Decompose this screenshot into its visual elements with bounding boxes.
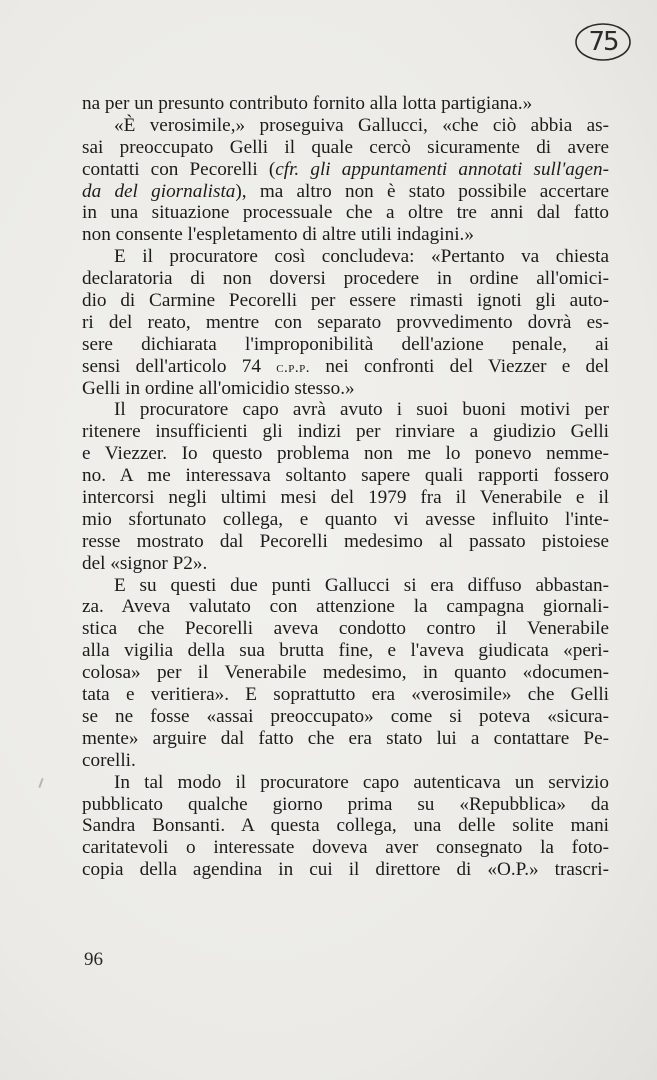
italic-run: da del giornalista bbox=[82, 180, 236, 202]
text-line: alla vigilia della sua brutta fine, e l'aveva giudicata «peri- bbox=[82, 640, 609, 662]
archive-stamp bbox=[572, 20, 634, 64]
text-line: dio di Carmine Pecorelli per essere rimasti ignoti gli auto- bbox=[82, 290, 609, 312]
text-line: e Viezzer. Io questo problema non me lo ponevo nemme- bbox=[82, 443, 609, 465]
text-line: tata e veritiera». E soprattutto era «verosimile» che Gelli bbox=[82, 684, 609, 706]
text-line: declaratoria di non doversi procedere in ordine all'omici- bbox=[82, 268, 609, 290]
text-line: resse mostrato dal Pecorelli medesimo al passato pistoiese bbox=[82, 530, 609, 552]
page-number: 96 bbox=[84, 949, 103, 970]
text-line: colosa» per il Venerabile medesimo, in quanto «documen- bbox=[82, 662, 609, 684]
text-line: se ne fosse «assai preoccupato» come si poteva «sicura- bbox=[82, 705, 609, 727]
text-line: mio sfortunato collega, e quanto vi avesse influito l'inte- bbox=[82, 508, 609, 530]
body-text bbox=[82, 93, 609, 881]
text-line: Gelli in ordine all'omicidio stesso.» bbox=[82, 377, 355, 399]
text-line: sai preoccupato Gelli il quale cercò sicuramente di avere bbox=[82, 136, 609, 158]
text-line: ritenere insufficienti gli indizi per rinviare a giudizio Gelli bbox=[82, 421, 609, 443]
text-line: caritatevoli o interessate doveva aver consegnato la foto- bbox=[82, 837, 609, 859]
text-line: intercorsi negli ultimi mesi del 1979 fra il Venerabile e il bbox=[82, 487, 609, 509]
text-line bbox=[82, 159, 609, 181]
text-run: nei confronti del Viezzer e del bbox=[310, 355, 609, 377]
text-run: ), ma altro non è stato possibile accertare bbox=[235, 180, 609, 202]
text-line: pubblicato qualche giorno prima su «Repubblica» da bbox=[82, 793, 609, 815]
text-line: mente» arguire dal fatto che era stato lui a contattare Pe- bbox=[82, 727, 609, 749]
stamp-number: 75 bbox=[588, 27, 618, 57]
text-line: In tal modo il procuratore capo autenticava un servizio bbox=[114, 771, 609, 793]
text-run: contatti con Pecorelli ( bbox=[82, 158, 276, 180]
text-line: Il procuratore capo avrà avuto i suoi buoni motivi per bbox=[114, 399, 609, 421]
scan-speck bbox=[38, 778, 43, 788]
text-line: E su questi due punti Gallucci si era diffuso abbastan- bbox=[114, 574, 609, 596]
text-line: ri del reato, mentre con separato provvedimento dovrà es- bbox=[82, 311, 609, 333]
text-line: sere dichiarata l'improponibilità dell'azione penale, ai bbox=[82, 333, 609, 355]
text-run: sensi dell'articolo 74 bbox=[82, 355, 277, 377]
text-line: corelli. bbox=[82, 749, 136, 771]
text-line bbox=[82, 356, 609, 378]
text-line: non consente l'espletamento di altre utili indagini.» bbox=[82, 224, 474, 246]
text-line: «È verosimile,» proseguiva Gallucci, «che ciò abbia as- bbox=[114, 114, 609, 136]
text-line: stica che Pecorelli aveva condotto contro il Venerabile bbox=[82, 618, 609, 640]
italic-run: cfr. gli appuntamenti annotati sull'agen- bbox=[275, 158, 609, 180]
text-line: del «signor P2». bbox=[82, 552, 208, 574]
text-line: za. Aveva valutato con attenzione la campagna giornali- bbox=[82, 596, 609, 618]
text-line: na per un presunto contributo fornito alla lotta partigiana.» bbox=[82, 93, 533, 114]
text-line: E il procuratore così concludeva: «Pertanto va chiesta bbox=[114, 246, 609, 268]
text-line: copia della agendina in cui il direttore di «O.P.» trascri- bbox=[82, 859, 609, 881]
text-line: Sandra Bonsanti. A questa collega, una delle solite mani bbox=[82, 815, 609, 837]
text-line: no. A me interessava soltanto sapere quali rapporti fossero bbox=[82, 465, 609, 487]
small-caps-run: c.p.p. bbox=[276, 359, 311, 376]
text-line bbox=[82, 181, 609, 203]
text-line: in una situazione processuale che a oltre tre anni dal fatto bbox=[82, 202, 609, 224]
